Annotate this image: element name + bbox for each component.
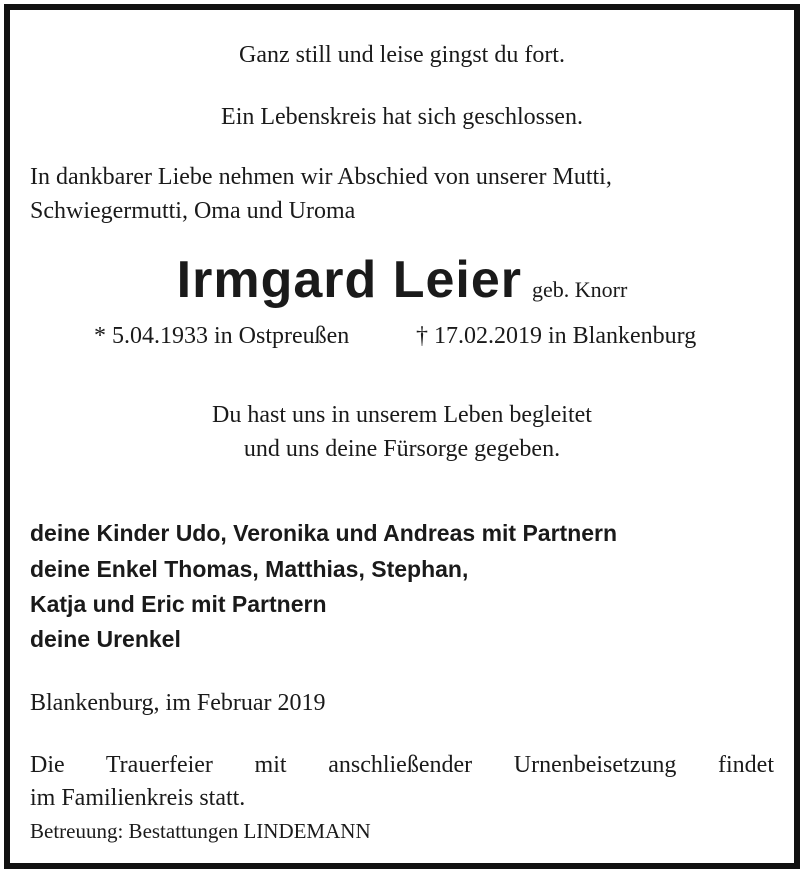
intro-line-1: In dankbarer Liebe nehmen wir Abschied von unserer Mutti, xyxy=(30,164,612,190)
verse-line-2: Ein Lebenskreis hat sich geschlossen. xyxy=(221,104,583,130)
family-line-1: deine Kinder Udo, Veronika und Andreas mit Partnern xyxy=(30,520,618,546)
service-line-1: Die Trauerfeier mit anschließender Urnenbeisetzung findet xyxy=(30,752,774,778)
birth-name: geb. Knorr xyxy=(532,277,628,302)
life-dates xyxy=(94,323,697,350)
quote-line-2: und uns deine Fürsorge gegeben. xyxy=(243,436,561,462)
family-line-3: Katja und Eric mit Partnern xyxy=(30,591,327,617)
quote-line-1: Du hast uns in unserem Leben begleitet xyxy=(212,402,592,428)
obituary-notice xyxy=(4,4,800,869)
intro-line-2: Schwiegermutti, Oma und Uroma xyxy=(30,198,356,224)
death-date: † 17.02.2019 in Blankenburg xyxy=(416,323,697,349)
funeral-home: Betreuung: Bestattungen LINDEMANN xyxy=(30,819,371,843)
birth-date: * 5.04.1933 in Ostpreußen xyxy=(94,323,350,349)
deceased-name: Irmgard Leier xyxy=(176,251,523,309)
deceased-name-row xyxy=(10,250,794,310)
service-line-2: im Familienkreis statt. xyxy=(30,785,246,811)
verse-line-1: Ganz still und leise gingst du fort. xyxy=(239,42,565,68)
place-date: Blankenburg, im Februar 2019 xyxy=(30,690,326,716)
family-line-2: deine Enkel Thomas, Matthias, Stephan, xyxy=(30,556,469,582)
family-line-4: deine Urenkel xyxy=(30,626,181,652)
